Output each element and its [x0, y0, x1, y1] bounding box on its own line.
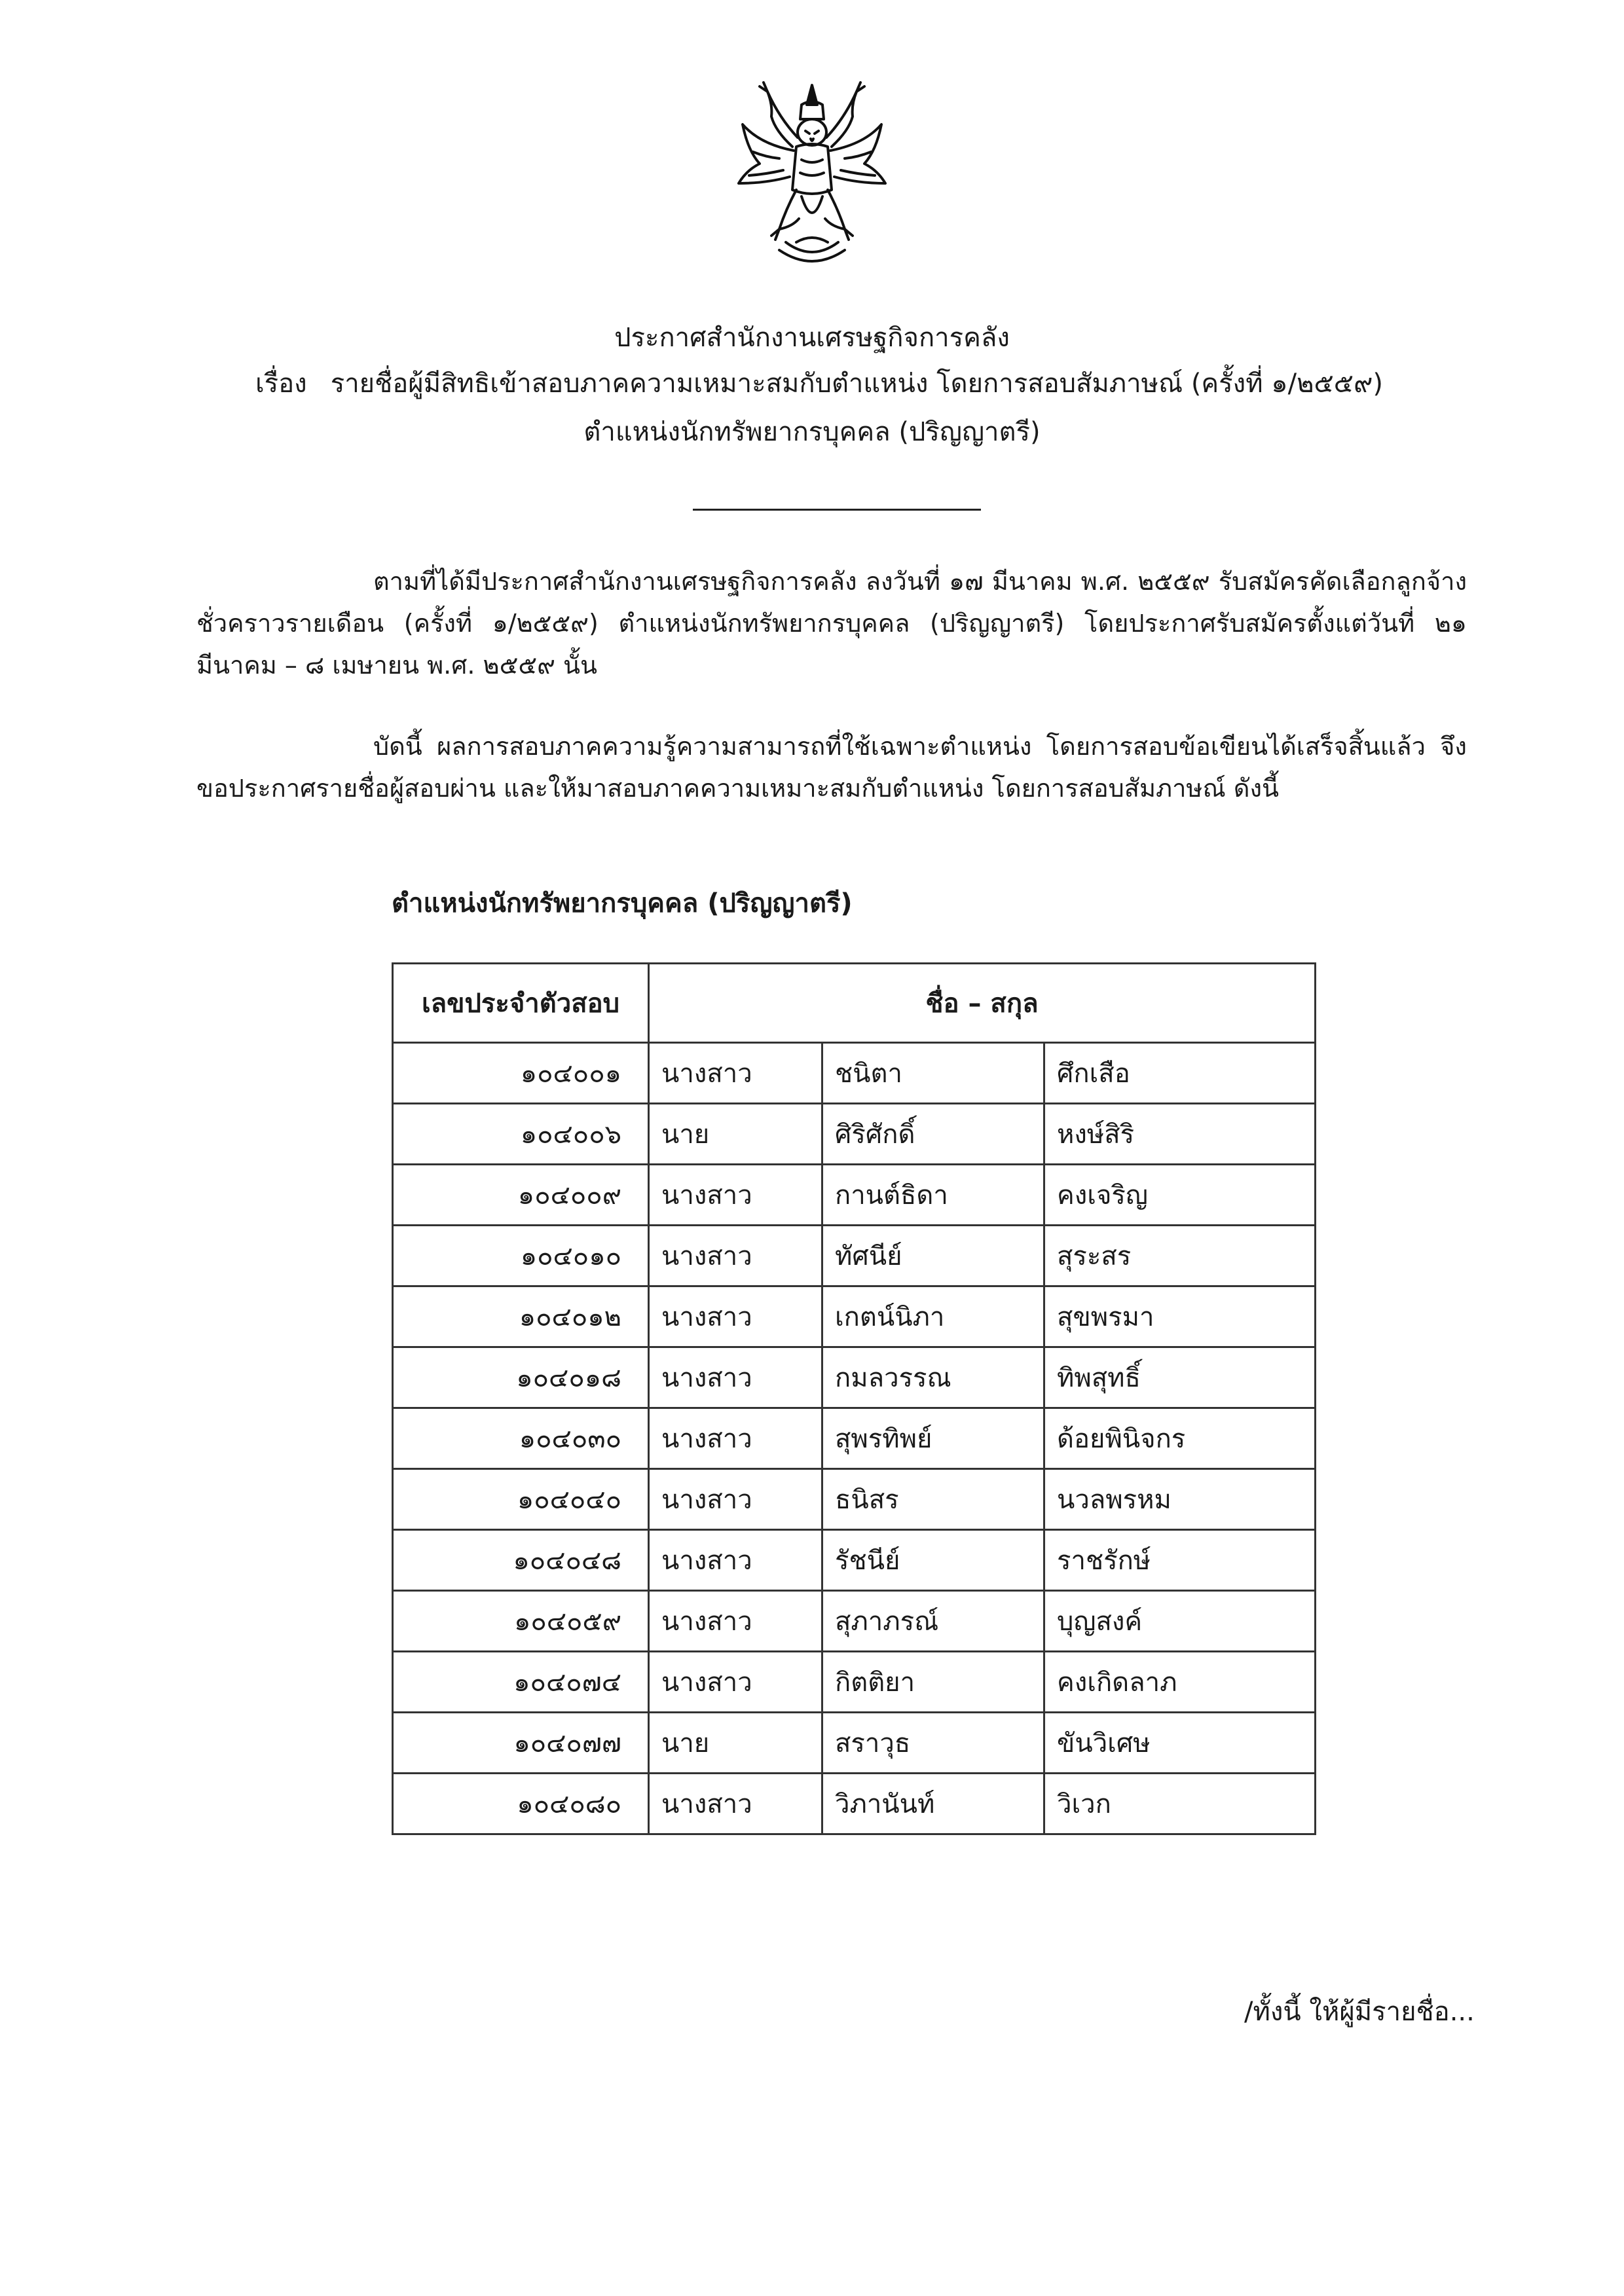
table-row: [393, 1347, 1316, 1408]
first-name: ศิริศักดิ์: [822, 1104, 1044, 1165]
table-header-row: [393, 964, 1316, 1043]
last-name: คงเจริญ: [1044, 1165, 1316, 1226]
table-body: [393, 1043, 1316, 1834]
last-name: ด้อยพินิจกร: [1044, 1408, 1316, 1469]
candidate-id: ๑๐๔๐๑๒: [393, 1286, 649, 1347]
last-name: ศึกเสือ: [1044, 1043, 1316, 1104]
table-row: [393, 1165, 1316, 1226]
table-row: [393, 1530, 1316, 1591]
candidate-id: ๑๐๔๐๓๐: [393, 1408, 649, 1469]
name-title: นางสาว: [649, 1652, 822, 1713]
name-title: นางสาว: [649, 1043, 822, 1104]
first-name: วิภานันท์: [822, 1774, 1044, 1834]
first-name: ทัศนีย์: [822, 1226, 1044, 1286]
table-heading: ตำแหน่งนักทรัพยากรบุคคล (ปริญญาตรี): [392, 888, 853, 919]
paragraph-2-text: บัดนี้ ผลการสอบภาคความรู้ความสามารถที่ใช้เฉพาะตำแหน่ง โดยการสอบข้อเขียนได้เสร็จสิ้นแล้ว จึงขอประกาศรายชื่อผู้สอบผ่าน และให้มาสอบภาคความเหมาะสมกับตำแหน่ง โดยการสอบสัมภาษณ์ ดังนี้: [196, 732, 1467, 803]
candidate-id: ๑๐๔๐๗๗: [393, 1713, 649, 1774]
candidate-id: ๑๐๔๐๐๙: [393, 1165, 649, 1226]
paragraph-1-text: ตามที่ได้มีประกาศสำนักงานเศรษฐกิจการคลัง ลงวันที่ ๑๗ มีนาคม พ.ศ. ๒๕๕๙ รับสมัครคัดเลือกลูกจ้างชั่วคราวรายเดือน (ครั้งที่ ๑/๒๕๕๙) ตำแหน่งนักทรัพยากรบุคคล (ปริญญาตรี) โดยประกาศรับสมัครตั้งแต่วันที่ ๒๑ มีนาคม – ๘ เมษายน พ.ศ. ๒๕๕๙ นั้น: [196, 567, 1467, 680]
table-row: [393, 1591, 1316, 1652]
announcement-title: ประกาศสำนักงานเศรษฐกิจการคลัง: [614, 323, 1010, 353]
first-name: ชนิตา: [822, 1043, 1044, 1104]
divider-rule: [693, 509, 981, 511]
name-title: นางสาว: [649, 1469, 822, 1530]
last-name: บุญสงค์: [1044, 1591, 1316, 1652]
first-name: สุภาภรณ์: [822, 1591, 1044, 1652]
candidate-id: ๑๐๔๐๑๐: [393, 1226, 649, 1286]
subject-label: เรื่อง: [255, 369, 307, 399]
candidate-id: ๑๐๔๐๔๘: [393, 1530, 649, 1591]
last-name: คงเกิดลาภ: [1044, 1652, 1316, 1713]
table-row: [393, 1104, 1316, 1165]
last-name: ราชรักษ์: [1044, 1530, 1316, 1591]
first-name: รัชนีย์: [822, 1530, 1044, 1591]
name-title: นางสาว: [649, 1286, 822, 1347]
first-name: ธนิสร: [822, 1469, 1044, 1530]
paragraph-1: [196, 560, 1467, 686]
garuda-emblem-icon: [733, 79, 891, 275]
name-title: นาย: [649, 1104, 822, 1165]
candidate-table: [392, 962, 1316, 1835]
paragraph-2: [196, 725, 1467, 809]
candidate-id: ๑๐๔๐๘๐: [393, 1774, 649, 1834]
continuation-note: /ทั้งนี้ ให้ผู้มีรายชื่อ...: [1244, 1997, 1475, 2027]
first-name: กานต์ธิดา: [822, 1165, 1044, 1226]
candidate-id: ๑๐๔๐๔๐: [393, 1469, 649, 1530]
table-row: [393, 1713, 1316, 1774]
name-title: นางสาว: [649, 1591, 822, 1652]
table-row: [393, 1652, 1316, 1713]
name-title: นาย: [649, 1713, 822, 1774]
last-name: ขันวิเศษ: [1044, 1713, 1316, 1774]
table-row: [393, 1043, 1316, 1104]
table-row: [393, 1774, 1316, 1834]
table-row: [393, 1286, 1316, 1347]
last-name: นวลพรหม: [1044, 1469, 1316, 1530]
last-name: หงษ์สิริ: [1044, 1104, 1316, 1165]
subject-line: [255, 365, 1383, 402]
first-name: เกตน์นิภา: [822, 1286, 1044, 1347]
subject-text: รายชื่อผู้มีสิทธิเข้าสอบภาคความเหมาะสมกับตำแหน่ง โดยการสอบสัมภาษณ์ (ครั้งที่ ๑/๒๕๕๙): [330, 369, 1383, 399]
candidate-id: ๑๐๔๐๑๘: [393, 1347, 649, 1408]
first-name: กมลวรรณ: [822, 1347, 1044, 1408]
name-title: นางสาว: [649, 1226, 822, 1286]
name-title: นางสาว: [649, 1347, 822, 1408]
candidate-id: ๑๐๔๐๗๔: [393, 1652, 649, 1713]
candidate-id: ๑๐๔๐๕๙: [393, 1591, 649, 1652]
first-name: สุพรทิพย์: [822, 1408, 1044, 1469]
name-title: นางสาว: [649, 1408, 822, 1469]
name-title: นางสาว: [649, 1774, 822, 1834]
last-name: สุขพรมา: [1044, 1286, 1316, 1347]
last-name: วิเวก: [1044, 1774, 1316, 1834]
last-name: สุระสร: [1044, 1226, 1316, 1286]
name-title: นางสาว: [649, 1530, 822, 1591]
candidate-id: ๑๐๔๐๐๑: [393, 1043, 649, 1104]
first-name: สราวุธ: [822, 1713, 1044, 1774]
table-row: [393, 1226, 1316, 1286]
name-title: นางสาว: [649, 1165, 822, 1226]
table-row: [393, 1408, 1316, 1469]
table-row: [393, 1469, 1316, 1530]
last-name: ทิพสุทธิ์: [1044, 1347, 1316, 1408]
candidate-id: ๑๐๔๐๐๖: [393, 1104, 649, 1165]
column-header-id: เลขประจำตัวสอบ: [393, 964, 649, 1043]
first-name: กิตติยา: [822, 1652, 1044, 1713]
column-header-name: ชื่อ – สกุล: [649, 964, 1316, 1043]
position-line: ตำแหน่งนักทรัพยากรบุคคล (ปริญญาตรี): [583, 417, 1041, 447]
